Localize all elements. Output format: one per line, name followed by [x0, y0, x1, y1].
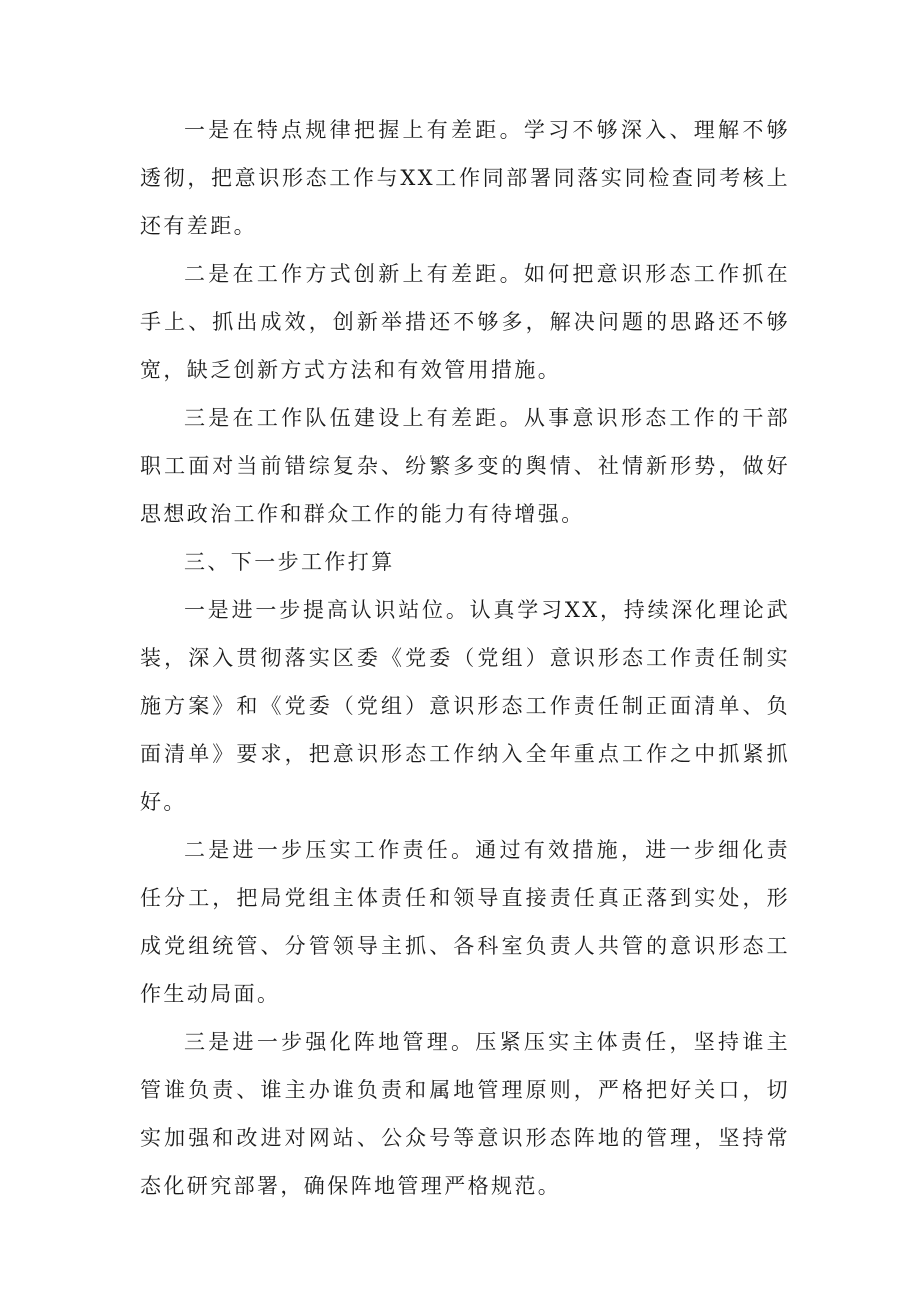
paragraph-gap-team: 三是在工作队伍建设上有差距。从事意识形态工作的干部职工面对当前错综复杂、纷繁多变的舆情、社情新形势，做好思想政治工作和群众工作的能力有待增强。 — [140, 406, 790, 526]
paragraph-plan-position: 三是进一步强化阵地管理。压紧压实主体责任，坚持谁主管谁负责、谁主办谁负责和属地管理原则，严格把好关口，切实加强和改进对网站、公众号等意识形态阵地的管理，坚持常态化研究部署，确保阵地管理严格规范。 — [140, 1030, 790, 1198]
document-body — [140, 106, 790, 1210]
paragraph-plan-awareness: 一是进一步提高认识站位。认真学习XX，持续深化理论武装，深入贯彻落实区委《党委（党组）意识形态工作责任制实施方案》和《党委（党组）意识形态工作责任制正面清单、负面清单》要求，把意识形态工作纳入全年重点工作之中抓紧抓好。 — [140, 598, 790, 814]
paragraph-plan-responsibility: 二是进一步压实工作责任。通过有效措施，进一步细化责任分工，把局党组主体责任和领导直接责任真正落到实处，形成党组统管、分管领导主抓、各科室负责人共管的意识形态工作生动局面。 — [140, 838, 790, 1006]
paragraph-gap-innovation: 二是在工作方式创新上有差距。如何把意识形态工作抓在手上、抓出成效，创新举措还不够多，解决问题的思路还不够宽，缺乏创新方式方法和有效管用措施。 — [140, 262, 790, 382]
paragraph-gap-rules: 一是在特点规律把握上有差距。学习不够深入、理解不够透彻，把意识形态工作与XX工作同部署同落实同检查同考核上还有差距。 — [140, 118, 790, 238]
section-heading: 三、下一步工作打算 — [184, 550, 395, 574]
